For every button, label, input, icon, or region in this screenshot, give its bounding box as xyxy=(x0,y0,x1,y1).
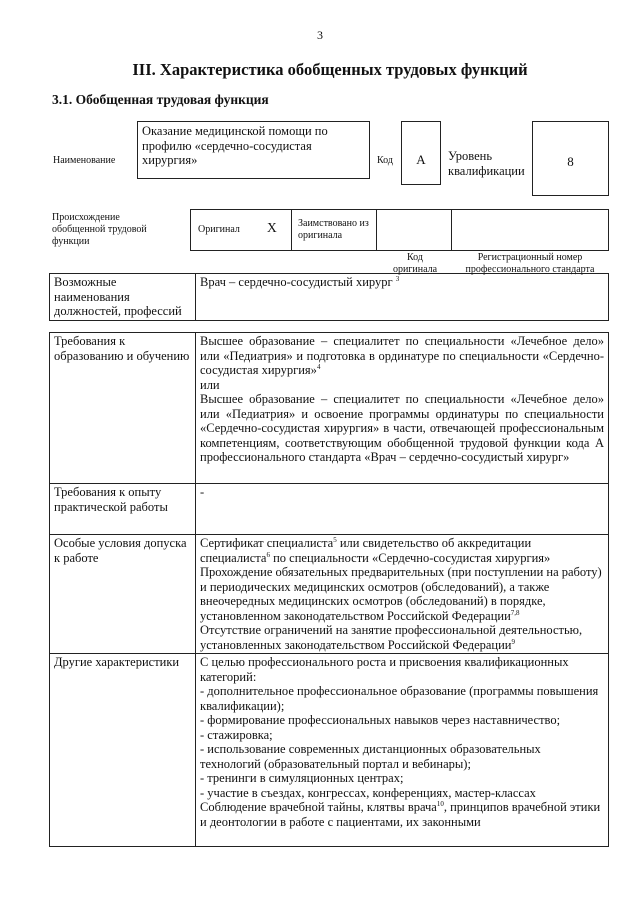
experience-label: Требования к опыту практической работы xyxy=(50,484,196,535)
level-value: 8 xyxy=(532,121,609,196)
education-value: Высшее образование – специалитет по специальности «Лечебное дело» или «Педиатрия» и подготовка в ординатуре по специальности «Сердечно-сосудистая хирургия»$^4$ или Высшее образование – специалитет по специальности «Лечебное дело» или «Педиатрия» и освоение программы ординатуры по специальности «Сердечно-сосудистая хирургия» в части, отвечающей профессиональным компетенциям, соответствующим обобщенной трудовой функции кода A профессионального стандарта «Врач – сердечно-сосудистый хирург» xyxy=(196,333,609,484)
positions-label: Возможные наименования должностей, профессий xyxy=(50,274,196,321)
borrowed-label: Заимствовано из оригинала xyxy=(298,218,369,241)
page-number: 3 xyxy=(317,28,323,42)
origin-label: Происхождение обобщенной трудовой функции xyxy=(52,212,147,247)
positions-table xyxy=(49,273,609,321)
name-label: Наименование xyxy=(53,155,116,166)
code-value: A xyxy=(401,121,441,185)
other-value xyxy=(196,654,609,847)
origin-box xyxy=(190,209,609,251)
reg-number-caption: Регистрационный номер профессионального стандарта xyxy=(465,252,595,275)
other-label: Другие характеристики xyxy=(50,654,196,847)
other-intro: С целью профессионального роста и присвоения квалификационных категорий: xyxy=(200,655,569,684)
other-item: - стажировка; xyxy=(200,727,273,742)
section-title: III. Характеристика обобщенных трудовых функций xyxy=(132,60,528,79)
code-label: Код xyxy=(377,155,393,166)
original-label: Оригинал xyxy=(198,224,240,235)
other-last: Соблюдение врачебной тайны, клятвы врача$^{10}$, принципов врачебной этики и деонтологии в работе с пациентами, их законными xyxy=(200,799,601,829)
positions-value: Врач – сердечно-сосудистый хирург $^3$ xyxy=(196,274,609,321)
other-item: - тренинги в симуляционных центрах; xyxy=(200,771,404,785)
education-label: Требования к образованию и обучению xyxy=(50,333,196,484)
conditions-value: Сертификат специалиста$^5$ или свидетельство об аккредитации специалиста$^6$ по специальности «Сердечно-сосудистая хирургия» Прохождение обязательных предварительных (при поступлении на работу) и периодических медицинских осмотров (обследований), а также внеочередных медицинских осмотров (обследований) в порядке, установленном законодательством Российской Федерации$^{7,8}$ Отсутствие ограничений на занятие профессиональной деятельностью, установленных законодательством Российской Федерации$^9$ xyxy=(196,535,609,654)
level-label: Уровень квалификации xyxy=(448,149,525,178)
name-value: Оказание медицинской помощи по профилю «сердечно-сосудистая хирургия» xyxy=(137,121,370,179)
subsection-title: 3.1. Обобщенная трудовая функция xyxy=(52,92,269,107)
other-item: - участие в съездах, конгрессах, конференциях, мастер-классах xyxy=(200,785,536,800)
conditions-label: Особые условия допуска к работе xyxy=(50,535,196,654)
original-mark: X xyxy=(267,220,277,235)
requirements-table xyxy=(49,332,609,847)
other-item: - использование современных дистанционных образовательных технологий (образовательный портал и вебинары); xyxy=(200,742,541,771)
experience-value: - xyxy=(196,484,609,535)
code-original-caption: Код оригинала xyxy=(392,252,438,275)
other-item: - дополнительное профессиональное образование (программы повышения квалификации); xyxy=(200,684,599,713)
other-item: - формирование профессиональных навыков через наставничество; xyxy=(200,713,561,727)
